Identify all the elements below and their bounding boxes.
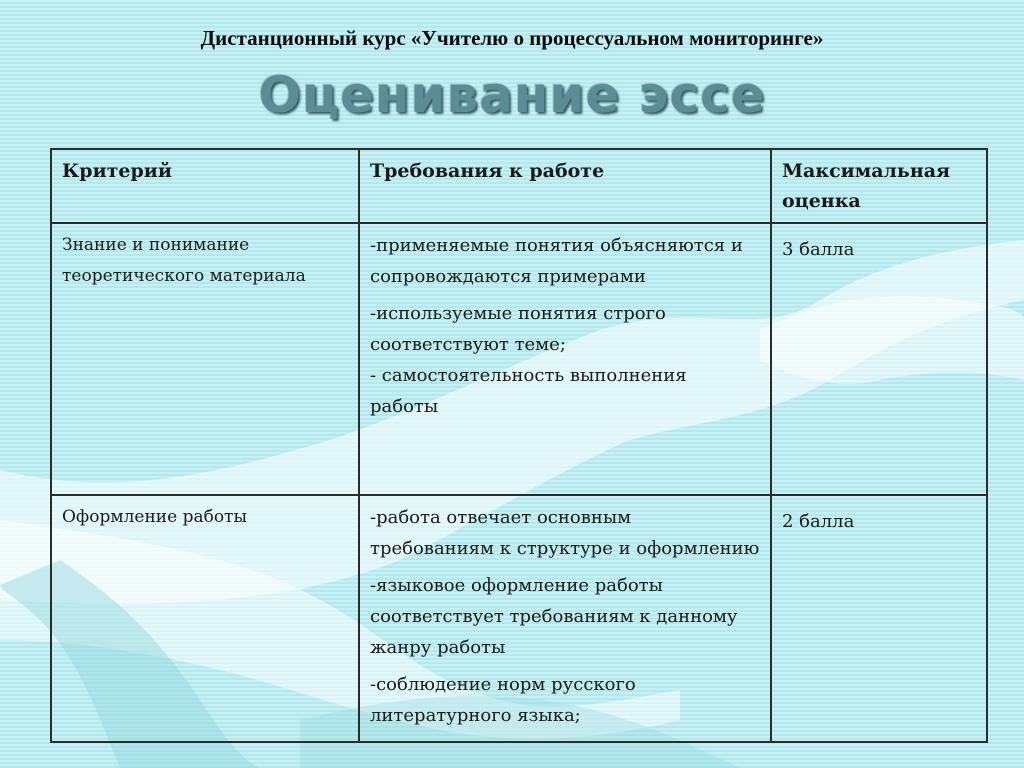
requirement-item: -работа отвечает основным требованиям к структуре и оформлению xyxy=(370,507,760,559)
header-max-score: Максимальная оценка xyxy=(771,149,987,223)
score-cell: 3 балла xyxy=(771,223,987,495)
header-criterion: Критерий xyxy=(51,149,359,223)
requirement-item: -языковое оформление работы соответствует требованиям к данному жанру работы xyxy=(370,575,738,658)
table-row xyxy=(51,495,987,742)
requirements-cell xyxy=(359,223,771,495)
header-requirements: Требования к работе xyxy=(359,149,771,223)
requirement-item: -соблюдение норм русского литературного языка; xyxy=(370,674,636,726)
table-row xyxy=(51,223,987,495)
score-cell: 2 балла xyxy=(771,495,987,742)
table-header-row xyxy=(51,149,987,223)
requirements-cell xyxy=(359,495,771,742)
assessment-table xyxy=(50,148,988,743)
course-subtitle: Дистанционный курс «Учителю о процессуальном мониторинге» xyxy=(200,26,824,50)
requirement-item: - самостоятельность выполнения работы xyxy=(370,365,687,417)
requirement-item: -используемые понятия строго соответствуют теме; xyxy=(370,303,666,355)
criterion-cell: Оформление работы xyxy=(51,495,359,742)
slide-title: Оценивание эссе xyxy=(258,66,766,124)
requirement-item: -применяемые понятия объясняются и сопровождаются примерами xyxy=(370,235,743,287)
criterion-cell: Знание и понимание теоретического материала xyxy=(51,223,359,495)
